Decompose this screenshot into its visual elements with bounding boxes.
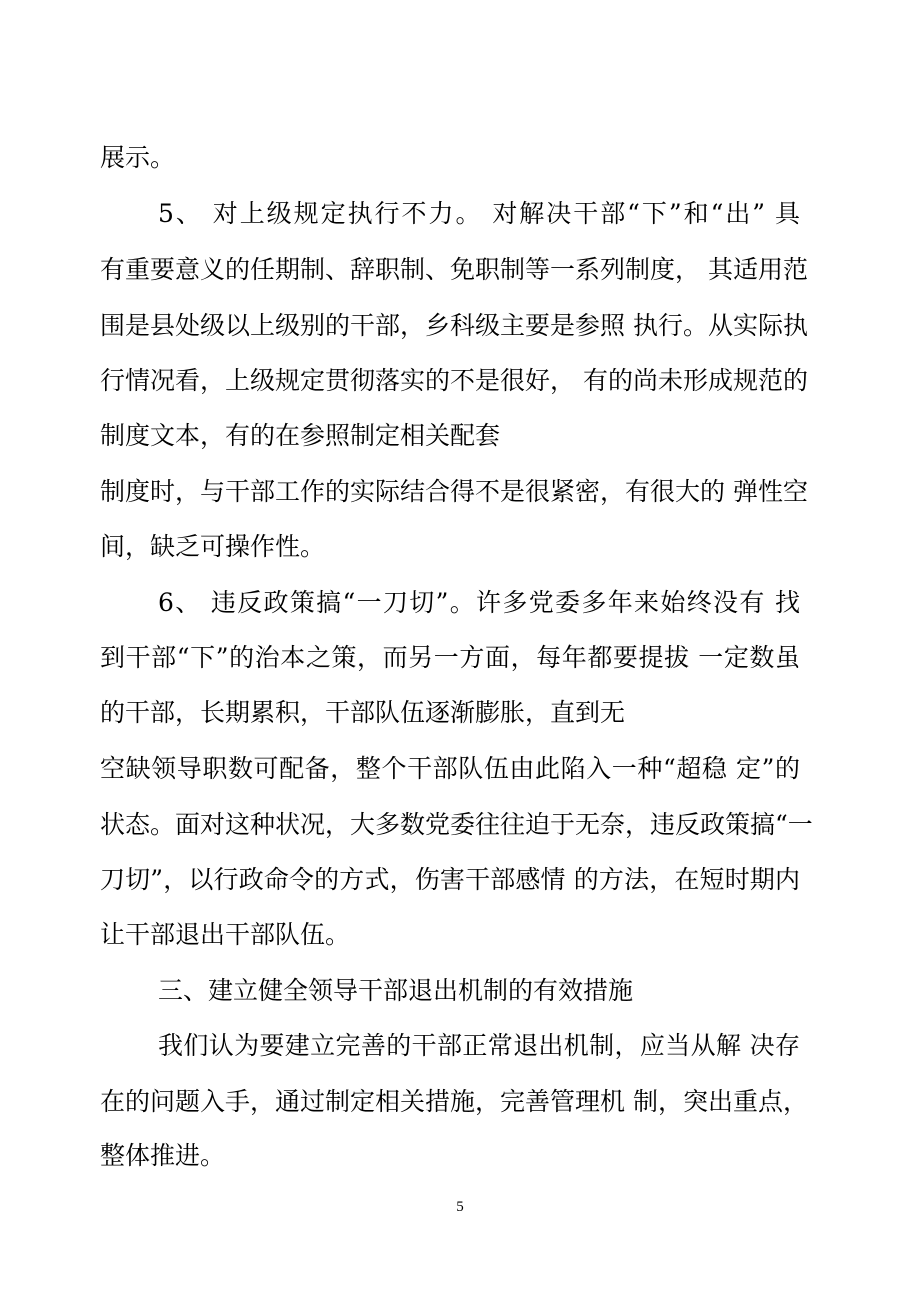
text-line: 制度时，与干部工作的实际结合得不是很紧密，有很大的 弹性空 bbox=[100, 477, 808, 506]
text-line: 的干部，长期累积，干部队伍逐渐膨胀，直到无 bbox=[100, 698, 626, 727]
text-line: 行情况看，上级规定贯彻落实的不是很好， 有的尚未形成规范的 bbox=[100, 366, 808, 395]
text-line: 5、 对上级规定执行不力。 对解决干部“下”和“出” 具 bbox=[158, 199, 800, 228]
text-line: 整体推进。 bbox=[100, 1141, 226, 1170]
section-heading: 三、建立健全领导干部退出机制的有效措施 bbox=[158, 976, 634, 1005]
text-line: 在的问题入手，通过制定相关措施，完善管理机 制，突出重点， bbox=[100, 1087, 808, 1116]
text-line: 我们认为要建立完善的干部正常退出机制，应当从解 决存 bbox=[158, 1031, 800, 1060]
text-line: 刀切”，以行政命令的方式，伤害干部感情 的方法，在短时期内 bbox=[100, 865, 800, 894]
text-line: 展示。 bbox=[100, 143, 176, 172]
page-number: 5 bbox=[456, 1199, 464, 1215]
text-line: 有重要意义的任期制、辞职制、免职制等一系列制度， 其适用范 bbox=[100, 255, 808, 284]
text-line: 6、 违反政策搞“一刀切”。许多党委多年来始终没有 找 bbox=[158, 588, 800, 617]
text-line: 让干部退出干部队伍。 bbox=[100, 920, 351, 949]
text-line: 空缺领导职数可配备，整个干部队伍由此陷入一种“超稳 定”的 bbox=[100, 754, 800, 783]
text-line: 到干部“下”的治本之策，而另一方面，每年都要提拔 一定数虽 bbox=[100, 643, 800, 672]
text-line: 间，缺乏可操作性。 bbox=[100, 532, 326, 561]
text-line: 状态。面对这种状况，大多数党委往往迫于无奈，违反政策搞“一 bbox=[100, 810, 813, 839]
text-line: 围是县处级以上级别的干部，乡科级主要是参照 执行。从实际执 bbox=[100, 311, 808, 340]
text-line: 制度文本，有的在参照制定相关配套 bbox=[100, 421, 501, 450]
